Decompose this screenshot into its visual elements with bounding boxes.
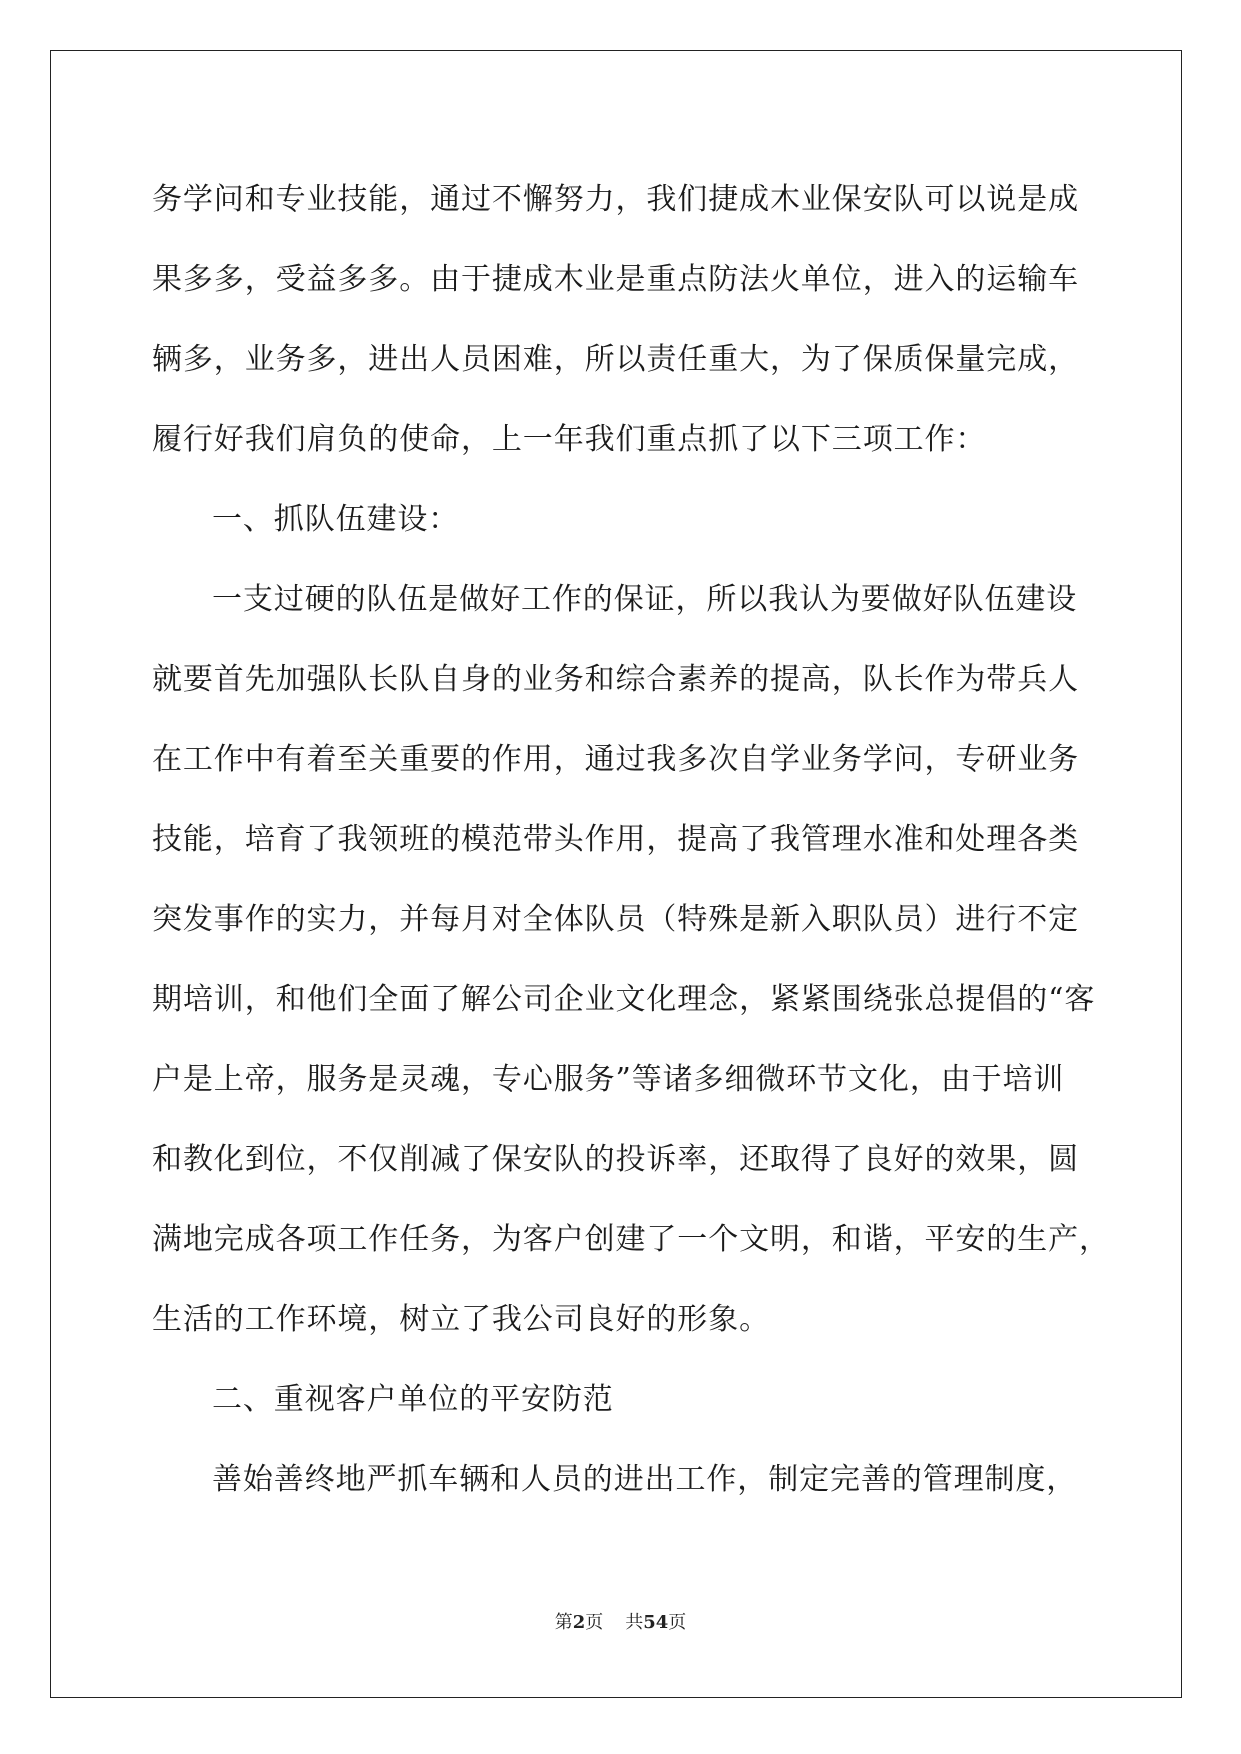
text-line: 突发事作的实力，并每月对全体队员（特殊是新入职队员）进行不定 <box>152 902 1079 937</box>
page-total: 54 <box>643 1612 669 1633</box>
text-line: 技能，培育了我领班的模范带头作用，提高了我管理水准和处理各类 <box>152 822 1079 857</box>
paragraph-start: 善始善终地严抓车辆和人员的进出工作，制定完善的管理制度， <box>212 1462 1078 1497</box>
text-line: 生活的工作环境，树立了我公司良好的形象。 <box>152 1302 770 1337</box>
text-line: 履行好我们肩负的使命，上一年我们重点抓了以下三项工作： <box>152 422 987 457</box>
text-line: 在工作中有着至关重要的作用，通过我多次自学业务学问，专研业务 <box>152 742 1079 777</box>
paragraph-start: 一支过硬的队伍是做好工作的保证，所以我认为要做好队伍建设 <box>212 582 1078 617</box>
text-line: 满地完成各项工作任务，为客户创建了一个文明，和谐，平安的生产， <box>152 1222 1110 1257</box>
text-line: 就要首先加强队长队自身的业务和综合素养的提高，队长作为带兵人 <box>152 662 1079 697</box>
document-body <box>152 160 1110 1520</box>
section-heading-2: 二、重视客户单位的平安防范 <box>212 1382 614 1417</box>
total-suffix: 页 <box>668 1612 687 1633</box>
section-heading-1: 一、抓队伍建设： <box>212 502 460 537</box>
text-line: 户是上帝，服务是灵魂，专心服务”等诸多细微环节文化，由于培训 <box>152 1062 1065 1097</box>
page-footer <box>0 1608 1241 1634</box>
text-line: 辆多，业务多，进出人员困难，所以责任重大，为了保质保量完成， <box>152 342 1079 377</box>
text-line: 果多多，受益多多。由于捷成木业是重点防法火单位，进入的运输车 <box>152 262 1079 297</box>
total-prefix: 共 <box>625 1612 644 1633</box>
page-suffix: 页 <box>585 1612 604 1633</box>
text-line: 期培训，和他们全面了解公司企业文化理念，紧紧围绕张总提倡的“客 <box>152 982 1096 1017</box>
page-current: 2 <box>572 1612 586 1633</box>
text-line: 和教化到位，不仅削减了保安队的投诉率，还取得了良好的效果，圆 <box>152 1142 1079 1177</box>
text-line: 务学问和专业技能，通过不懈努力，我们捷成木业保安队可以说是成 <box>152 182 1079 217</box>
page-prefix: 第 <box>554 1612 573 1633</box>
